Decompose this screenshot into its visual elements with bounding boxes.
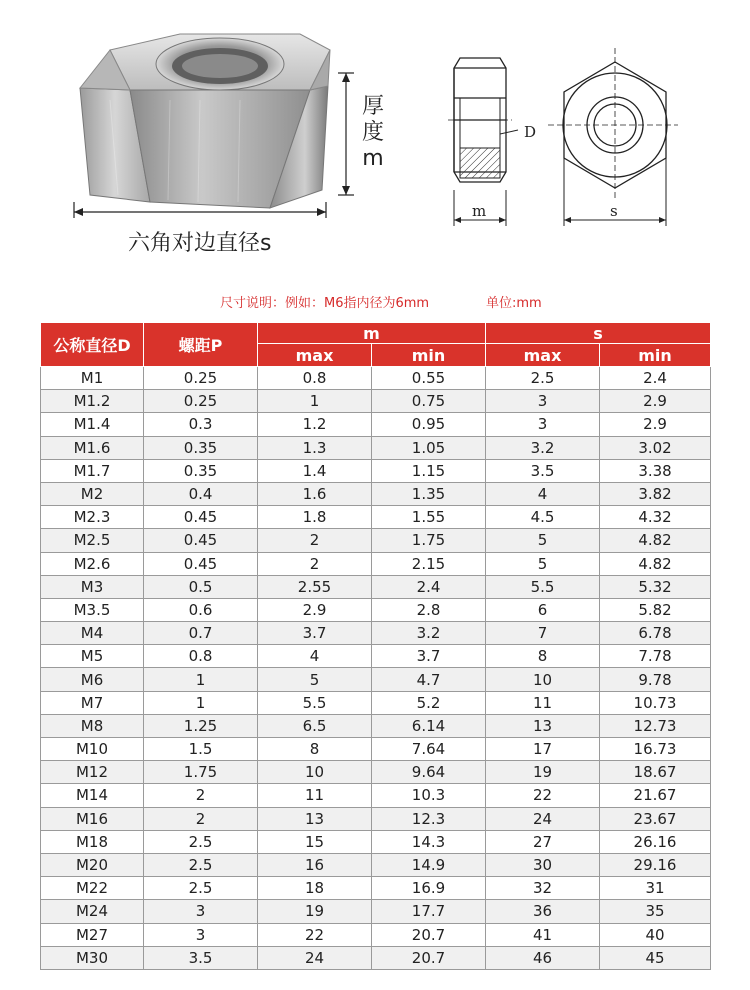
table-row: [41, 482, 711, 505]
cell-m-max: 13: [258, 807, 372, 830]
cell-s-min: 6.78: [600, 622, 711, 645]
cell-nominal: M1.6: [41, 436, 144, 459]
thickness-label: 厚 度 m: [361, 94, 384, 171]
cell-m-max: 18: [258, 877, 372, 900]
cell-m-min: 20.7: [372, 946, 486, 969]
hex-nut-photo: [70, 30, 370, 220]
cell-nominal: M4: [41, 622, 144, 645]
cell-nominal: M1.4: [41, 413, 144, 436]
cell-s-min: 40: [600, 923, 711, 946]
table-row: [41, 807, 711, 830]
table-row: [41, 575, 711, 598]
cell-s-min: 5.32: [600, 575, 711, 598]
cell-s-max: 30: [486, 853, 600, 876]
cell-s-max: 27: [486, 830, 600, 853]
cell-m-min: 2.15: [372, 552, 486, 575]
cell-s-max: 3.2: [486, 436, 600, 459]
cell-nominal: M24: [41, 900, 144, 923]
across-flats-label: 六角对边直径s: [128, 231, 272, 256]
cell-s-min: 7.78: [600, 645, 711, 668]
height-dimension: [336, 70, 356, 200]
cell-m-max: 2: [258, 529, 372, 552]
table-row: [41, 923, 711, 946]
drawing-D-label: D: [524, 123, 537, 141]
table-row: [41, 390, 711, 413]
table-row: [41, 738, 711, 761]
cell-s-min: 45: [600, 946, 711, 969]
cell-m-max: 5.5: [258, 691, 372, 714]
cell-pitch: 0.7: [144, 622, 258, 645]
width-dimension: [72, 200, 328, 220]
cell-nominal: M1.7: [41, 459, 144, 482]
cell-m-max: 1.3: [258, 436, 372, 459]
cell-m-max: 6.5: [258, 714, 372, 737]
cell-s-min: 4.32: [600, 506, 711, 529]
nut-spec-table: [40, 322, 711, 970]
cell-s-max: 3.5: [486, 459, 600, 482]
cell-s-max: 6: [486, 598, 600, 621]
cell-s-max: 2.5: [486, 367, 600, 390]
table-row: [41, 529, 711, 552]
cell-pitch: 0.5: [144, 575, 258, 598]
cell-nominal: M5: [41, 645, 144, 668]
cell-pitch: 0.4: [144, 482, 258, 505]
cell-m-max: 19: [258, 900, 372, 923]
cell-s-min: 31: [600, 877, 711, 900]
cell-m-max: 11: [258, 784, 372, 807]
cell-pitch: 2.5: [144, 853, 258, 876]
cell-m-max: 1.4: [258, 459, 372, 482]
cell-pitch: 2: [144, 807, 258, 830]
cell-pitch: 0.35: [144, 436, 258, 459]
illustration-area: [0, 0, 750, 290]
cell-s-min: 18.67: [600, 761, 711, 784]
header-s-min: min: [600, 344, 711, 367]
cell-m-max: 0.8: [258, 367, 372, 390]
cell-s-max: 3: [486, 390, 600, 413]
table-row: [41, 714, 711, 737]
table-row: [41, 598, 711, 621]
cell-s-min: 9.78: [600, 668, 711, 691]
table-row: [41, 853, 711, 876]
cell-pitch: 2.5: [144, 830, 258, 853]
caption-unit: 单位:mm: [486, 296, 542, 311]
cell-pitch: 1.75: [144, 761, 258, 784]
cell-pitch: 3: [144, 900, 258, 923]
cell-pitch: 0.8: [144, 645, 258, 668]
cell-s-max: 24: [486, 807, 600, 830]
cell-s-max: 22: [486, 784, 600, 807]
cell-m-max: 5: [258, 668, 372, 691]
cell-s-max: 4: [486, 482, 600, 505]
table-row: [41, 900, 711, 923]
cell-s-min: 2.9: [600, 413, 711, 436]
cell-s-min: 3.82: [600, 482, 711, 505]
table-row: [41, 622, 711, 645]
table-row: [41, 877, 711, 900]
cell-m-max: 1: [258, 390, 372, 413]
cell-pitch: 1.5: [144, 738, 258, 761]
cell-pitch: 0.45: [144, 506, 258, 529]
cell-s-min: 3.38: [600, 459, 711, 482]
cell-nominal: M14: [41, 784, 144, 807]
cell-m-min: 3.2: [372, 622, 486, 645]
cell-m-min: 7.64: [372, 738, 486, 761]
cell-nominal: M22: [41, 877, 144, 900]
drawing-m-label: m: [472, 202, 487, 220]
cell-pitch: 0.3: [144, 413, 258, 436]
cell-nominal: M12: [41, 761, 144, 784]
cell-m-min: 2.8: [372, 598, 486, 621]
cell-m-min: 4.7: [372, 668, 486, 691]
cell-m-min: 0.55: [372, 367, 486, 390]
cell-s-min: 26.16: [600, 830, 711, 853]
cell-m-max: 24: [258, 946, 372, 969]
cell-m-max: 22: [258, 923, 372, 946]
cell-pitch: 0.35: [144, 459, 258, 482]
cell-m-min: 0.75: [372, 390, 486, 413]
cell-s-min: 2.9: [600, 390, 711, 413]
cell-s-max: 5: [486, 552, 600, 575]
table-row: [41, 413, 711, 436]
cell-nominal: M10: [41, 738, 144, 761]
table-row: [41, 946, 711, 969]
cell-m-min: 14.9: [372, 853, 486, 876]
cell-s-min: 10.73: [600, 691, 711, 714]
cell-nominal: M6: [41, 668, 144, 691]
cell-s-max: 7: [486, 622, 600, 645]
cell-s-min: 21.67: [600, 784, 711, 807]
cell-s-max: 17: [486, 738, 600, 761]
cell-s-max: 36: [486, 900, 600, 923]
cell-s-min: 23.67: [600, 807, 711, 830]
cell-m-max: 2.9: [258, 598, 372, 621]
cell-m-max: 3.7: [258, 622, 372, 645]
cell-s-max: 4.5: [486, 506, 600, 529]
cell-s-max: 3: [486, 413, 600, 436]
cell-m-min: 6.14: [372, 714, 486, 737]
cell-pitch: 0.45: [144, 529, 258, 552]
cell-pitch: 1.25: [144, 714, 258, 737]
cell-pitch: 2: [144, 784, 258, 807]
cell-nominal: M7: [41, 691, 144, 714]
cell-m-max: 2.55: [258, 575, 372, 598]
cell-nominal: M3.5: [41, 598, 144, 621]
cell-m-min: 12.3: [372, 807, 486, 830]
cell-pitch: 3: [144, 923, 258, 946]
cell-s-max: 8: [486, 645, 600, 668]
cell-m-max: 8: [258, 738, 372, 761]
cell-nominal: M30: [41, 946, 144, 969]
cell-pitch: 3.5: [144, 946, 258, 969]
cell-nominal: M2.5: [41, 529, 144, 552]
cell-nominal: M20: [41, 853, 144, 876]
caption-note: 尺寸说明：例如：M6指内径为6mm: [220, 296, 430, 311]
cell-nominal: M8: [41, 714, 144, 737]
cell-s-max: 13: [486, 714, 600, 737]
cell-s-max: 5: [486, 529, 600, 552]
header-m: m: [258, 323, 486, 344]
cell-m-min: 2.4: [372, 575, 486, 598]
cell-nominal: M2: [41, 482, 144, 505]
table-body: [41, 367, 711, 970]
cell-m-min: 14.3: [372, 830, 486, 853]
cell-m-max: 10: [258, 761, 372, 784]
cell-m-min: 1.05: [372, 436, 486, 459]
technical-drawing: [440, 40, 680, 230]
cell-s-min: 3.02: [600, 436, 711, 459]
cell-pitch: 0.25: [144, 390, 258, 413]
header-s: s: [486, 323, 711, 344]
cell-m-max: 15: [258, 830, 372, 853]
cell-m-max: 1.2: [258, 413, 372, 436]
cell-s-min: 16.73: [600, 738, 711, 761]
table-row: [41, 784, 711, 807]
cell-m-min: 17.7: [372, 900, 486, 923]
cell-m-max: 1.8: [258, 506, 372, 529]
cell-s-min: 35: [600, 900, 711, 923]
header-pitch: 螺距P: [144, 323, 258, 367]
cell-s-min: 5.82: [600, 598, 711, 621]
cell-s-min: 29.16: [600, 853, 711, 876]
table-row: [41, 668, 711, 691]
cell-m-min: 10.3: [372, 784, 486, 807]
cell-nominal: M16: [41, 807, 144, 830]
header-nominal-diameter: 公称直径D: [41, 323, 144, 367]
cell-pitch: 0.6: [144, 598, 258, 621]
cell-m-min: 1.35: [372, 482, 486, 505]
header-m-max: max: [258, 344, 372, 367]
cell-s-max: 41: [486, 923, 600, 946]
cell-nominal: M1: [41, 367, 144, 390]
cell-pitch: 0.45: [144, 552, 258, 575]
cell-nominal: M1.2: [41, 390, 144, 413]
cell-s-max: 11: [486, 691, 600, 714]
table-row: [41, 436, 711, 459]
cell-m-min: 1.55: [372, 506, 486, 529]
drawing-s-label: s: [610, 202, 618, 220]
table-row: [41, 830, 711, 853]
cell-s-max: 46: [486, 946, 600, 969]
cell-s-min: 4.82: [600, 529, 711, 552]
cell-m-max: 1.6: [258, 482, 372, 505]
table-row: [41, 506, 711, 529]
cell-m-min: 3.7: [372, 645, 486, 668]
cell-nominal: M27: [41, 923, 144, 946]
cell-s-max: 10: [486, 668, 600, 691]
cell-s-max: 19: [486, 761, 600, 784]
cell-pitch: 1: [144, 668, 258, 691]
cell-nominal: M3: [41, 575, 144, 598]
cell-m-min: 16.9: [372, 877, 486, 900]
cell-pitch: 0.25: [144, 367, 258, 390]
cell-nominal: M18: [41, 830, 144, 853]
header-s-max: max: [486, 344, 600, 367]
cell-nominal: M2.6: [41, 552, 144, 575]
table-row: [41, 459, 711, 482]
table-row: [41, 761, 711, 784]
cell-m-min: 20.7: [372, 923, 486, 946]
header-m-min: min: [372, 344, 486, 367]
cell-m-min: 5.2: [372, 691, 486, 714]
cell-nominal: M2.3: [41, 506, 144, 529]
cell-s-min: 2.4: [600, 367, 711, 390]
cell-pitch: 1: [144, 691, 258, 714]
cell-s-max: 5.5: [486, 575, 600, 598]
cell-m-min: 0.95: [372, 413, 486, 436]
table-row: [41, 552, 711, 575]
cell-s-min: 4.82: [600, 552, 711, 575]
cell-m-max: 16: [258, 853, 372, 876]
cell-s-min: 12.73: [600, 714, 711, 737]
table-row: [41, 645, 711, 668]
cell-m-min: 9.64: [372, 761, 486, 784]
cell-m-min: 1.15: [372, 459, 486, 482]
table-row: [41, 367, 711, 390]
cell-m-max: 4: [258, 645, 372, 668]
cell-m-max: 2: [258, 552, 372, 575]
table-row: [41, 691, 711, 714]
cell-pitch: 2.5: [144, 877, 258, 900]
cell-m-min: 1.75: [372, 529, 486, 552]
cell-s-max: 32: [486, 877, 600, 900]
